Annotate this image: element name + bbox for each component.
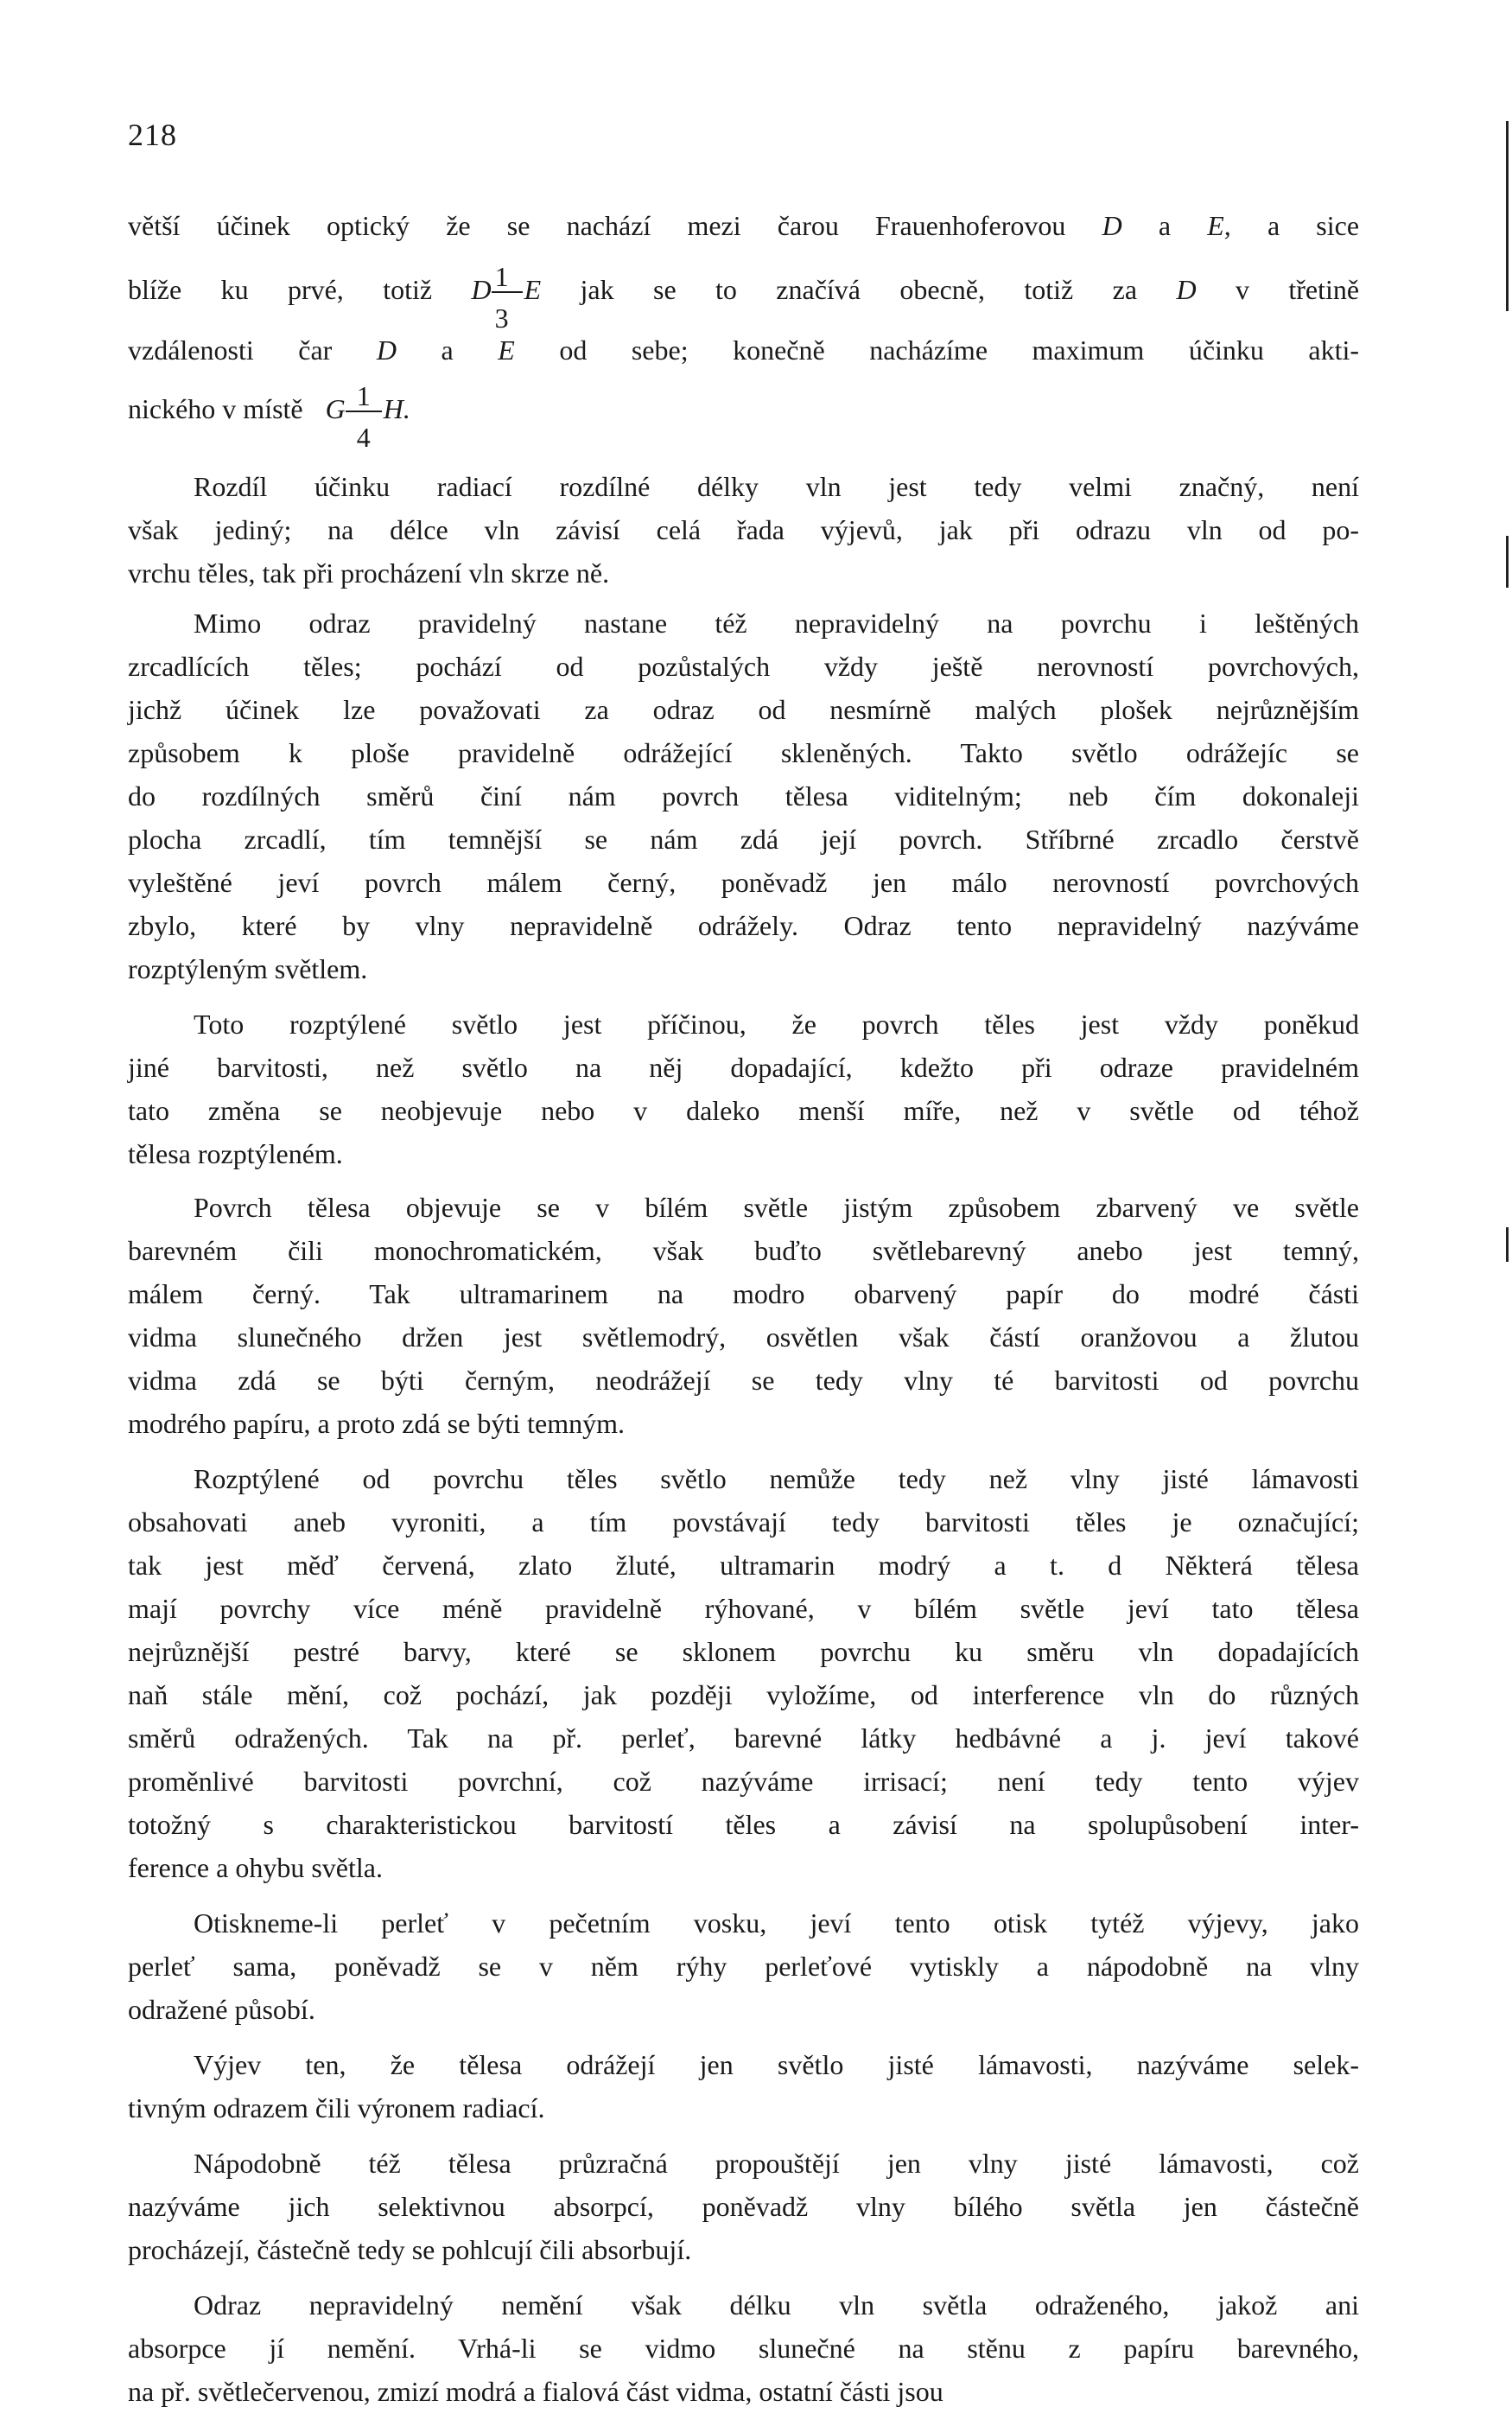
text-line: Toto rozptýlené světlo jest příčinou, že povrch těles jest vždy poněkud bbox=[194, 1009, 1359, 1040]
page-number: 218 bbox=[128, 118, 177, 152]
text-line: směrů odražených. Tak na př. perleť, barevné látky hedbávné a j. jeví takové bbox=[128, 1722, 1359, 1754]
paragraph bbox=[128, 2283, 1359, 2413]
paragraph bbox=[128, 1901, 1359, 2031]
text-line: Výjev ten, že tělesa odrážejí jen světlo jisté lámavosti, nazýváme selek- bbox=[194, 2049, 1359, 2080]
paragraph bbox=[128, 465, 1359, 595]
text-line: Povrch tělesa objevuje se v bílém světle jistým způsobem zbarvený ve světle bbox=[194, 1192, 1359, 1223]
text-line: Odraz nepravidelný nemění však délku vln světla odraženého, jakož ani bbox=[194, 2289, 1359, 2321]
text-line-4 bbox=[128, 379, 1359, 453]
text-line: barevném čili monochromatickém, však buďto světlebarevný anebo jest temný, bbox=[128, 1235, 1359, 1266]
text-segment: nického v místě bbox=[128, 393, 303, 424]
paragraph bbox=[128, 1457, 1359, 1889]
text-line: jiné barvitosti, než světlo na něj dopadající, kdežto při odraze pravidelném bbox=[128, 1052, 1359, 1083]
math-G: G bbox=[325, 393, 346, 424]
text-line: mají povrchy více méně pravidelně rýhované, v bílém světle jeví tatо tělesa bbox=[128, 1593, 1359, 1624]
text-line: málem černý. Tak ultramarinem na modro obarvený papír do modré části bbox=[128, 1278, 1359, 1309]
text-line-1 bbox=[128, 204, 1359, 247]
text-line: Rozdíl účinku radiací rozdílné délky vln jest tedy velmi značný, není bbox=[194, 471, 1359, 502]
text-segment: větší účinek optický že se nachází mezi čarou Frauenhoferovou bbox=[128, 210, 1066, 241]
text-segment: od sebe; konečně nacházíme maximum účinku akti- bbox=[559, 334, 1360, 366]
text-line: vidma zdá se býti černým, neodrážejí se tedy vlny té barvitosti od povrchu bbox=[128, 1365, 1359, 1396]
text-segment: jak se to značívá obecně, totiž za bbox=[580, 274, 1138, 305]
text-line: rozptýleným světlem. bbox=[128, 953, 368, 984]
text-line: obsahovati aneb vyroniti, a tím povstávají tedy barvitosti těles je označující; bbox=[128, 1506, 1359, 1538]
text-line: absorpce jí nemění. Vrhá-li se vidmo slunečné na stěnu z papíru barevného, bbox=[128, 2333, 1359, 2364]
text-line-2 bbox=[128, 260, 1360, 334]
math-D: D bbox=[376, 334, 397, 366]
scan-edge-mark bbox=[1506, 121, 1509, 311]
fraction-bar bbox=[492, 291, 523, 293]
paragraph bbox=[128, 2142, 1359, 2271]
math-E: E bbox=[498, 334, 515, 366]
math-E: E bbox=[524, 274, 542, 305]
text-line: způsobem k ploše pravidelně odrážející skleněných. Takto světlo odrážejíc se bbox=[128, 737, 1359, 768]
text-line: zbylo, které by vlny nepravidelně odrážely. Odraz tento nepravidelný nazýváme bbox=[128, 910, 1359, 941]
paragraph bbox=[128, 2043, 1359, 2130]
text-line: odražené působí. bbox=[128, 1994, 315, 2025]
math-D: D bbox=[471, 274, 492, 305]
text-segment: v třetině bbox=[1235, 274, 1360, 305]
paragraph bbox=[128, 1003, 1359, 1175]
text-line: naň stále mění, což pochází, jak později vyložíme, od interference vln do různých bbox=[128, 1679, 1359, 1710]
fraction-numerator: 1 bbox=[494, 260, 509, 292]
math-D: D bbox=[1102, 210, 1122, 241]
text-line: procházejí, částečně tedy se pohlcují čili absorbují. bbox=[128, 2234, 692, 2265]
text-line: jichž účinek lze považovati za odraz od nesmírně malých plošek nejrůznějším bbox=[128, 694, 1359, 725]
body-text bbox=[128, 453, 1359, 2413]
text-segment: blíže ku prvé, totiž bbox=[128, 274, 433, 305]
text-segment: a bbox=[1158, 210, 1172, 241]
math-E: E, bbox=[1207, 210, 1231, 241]
text-line: zrcadlících těles; pochází od pozůstalých vždy ještě nerovností povrchových, bbox=[128, 651, 1359, 682]
text-line: plocha zrcadlí, tím temnější se nám zdá její povrch. Stříbrné zrcadlo čerstvě bbox=[128, 824, 1359, 855]
scan-edge-mark bbox=[1506, 1227, 1509, 1262]
text-line: tělesa rozptýleném. bbox=[128, 1138, 343, 1169]
fraction-numerator: 1 bbox=[356, 379, 371, 411]
text-line: Nápodobně též tělesa průzračná propouštějí jen vlny jisté lámavosti, což bbox=[194, 2148, 1359, 2179]
text-line: ference a ohybu světla. bbox=[128, 1852, 383, 1883]
text-line: tato změna se neobjevuje nebo v daleko menší míře, než v světle od téhož bbox=[128, 1095, 1359, 1126]
text-line: tak jest měď červená, zlato žluté, ultramarin modrý a t. d Některá tělesa bbox=[128, 1550, 1359, 1581]
text-line-3 bbox=[128, 328, 1359, 372]
text-line: Otiskneme-li perleť v pečetním vosku, jeví tento otisk tytéž výjevy, jako bbox=[194, 1907, 1359, 1939]
paragraph bbox=[128, 602, 1359, 990]
paragraph bbox=[128, 1186, 1359, 1445]
text-line: vrchu těles, tak při procházení vln skrze ně. bbox=[128, 557, 610, 589]
fraction-bar bbox=[346, 411, 382, 412]
text-line: Mimo odraz pravidelný nastane též nepravidelný na povrchu i leštěných bbox=[194, 608, 1359, 639]
scan-edge-mark bbox=[1506, 536, 1509, 588]
text-line: vyleštěné jeví povrch málem černý, poněvadž jen málo nerovností povrchových bbox=[128, 867, 1359, 898]
text-segment: a sice bbox=[1267, 210, 1360, 241]
text-line: perleť sama, poněvadž se v něm rýhy perleťové vytiskly a nápodobně na vlny bbox=[128, 1951, 1359, 1982]
text-segment: a bbox=[441, 334, 454, 366]
text-line: do rozdílných směrů činí nám povrch tělesa viditelným; neb čím dokonaleji bbox=[128, 780, 1359, 812]
text-line: vidma slunečného držen jest světlemodrý, osvětlen však částí oranžovou a žlutou bbox=[128, 1321, 1359, 1353]
text-line: na př. světlečervenou, zmizí modrá a fialová část vidma, ostatní části jsou bbox=[128, 2376, 943, 2407]
text-line: Rozptýlené od povrchu těles světlo nemůže tedy než vlny jisté lámavosti bbox=[194, 1463, 1359, 1494]
math-H: H. bbox=[383, 393, 410, 424]
text-line: tivným odrazem čili výronem radiací. bbox=[128, 2092, 545, 2123]
math-D: D bbox=[1176, 274, 1197, 305]
text-segment: vzdálenosti čar bbox=[128, 334, 333, 366]
text-line: nejrůznější pestré barvy, které se sklonem povrchu ku směru vln dopadajících bbox=[128, 1636, 1359, 1667]
fraction-denominator: 4 bbox=[356, 421, 371, 453]
text-line: však jediný; na délce vln závisí celá řada výjevů, jak při odrazu vln od po- bbox=[128, 514, 1359, 545]
text-line: nazýváme jich selektivnou absorpcí, poněvadž vlny bílého světla jen částečně bbox=[128, 2191, 1359, 2222]
text-line: modrého papíru, a proto zdá se býti temným. bbox=[128, 1408, 625, 1439]
text-line: totožný s charakteristickou barvitostí těles a závisí na spolupůsobení inter- bbox=[128, 1809, 1359, 1840]
text-line: proměnlivé barvitosti povrchní, což nazýváme irrisací; není tedy tento výjev bbox=[128, 1766, 1359, 1797]
fraction-denominator: 3 bbox=[494, 302, 509, 334]
